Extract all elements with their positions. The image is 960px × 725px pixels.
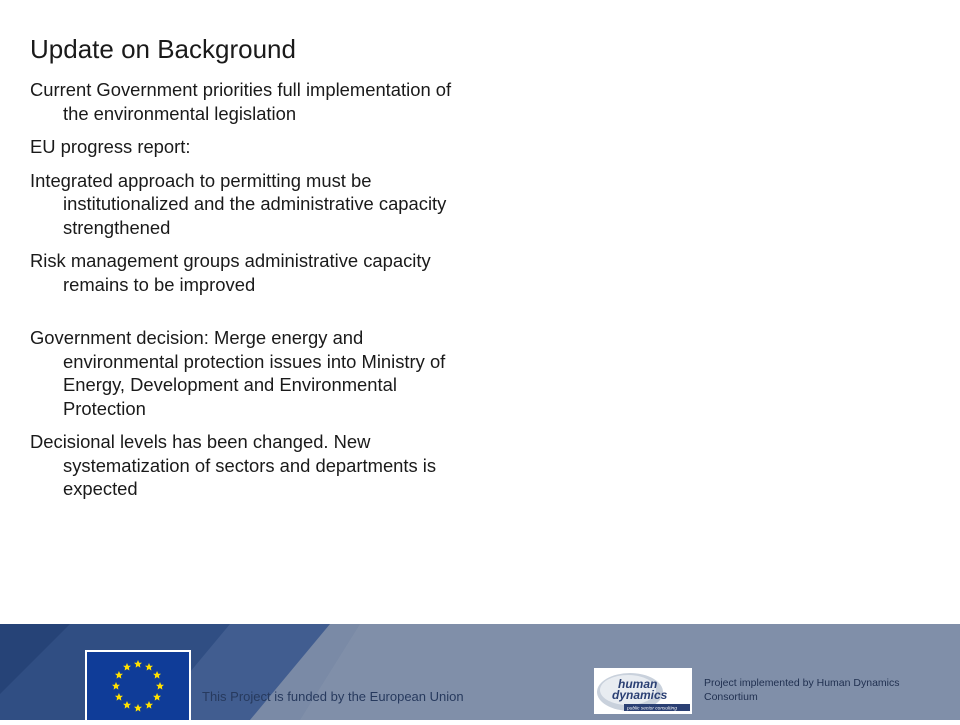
body-paragraph: Government decision: Merge energy and environmental protection issues into Ministry of Energy, Development and Environmental Protection [30, 327, 446, 419]
body-paragraph: Risk management groups administrative capacity remains to be improved [30, 250, 431, 295]
human-dynamics-logo [594, 668, 692, 714]
slide-title: Update on Background [30, 34, 296, 64]
eu-flag-logo [85, 650, 191, 720]
human-dynamics-logo-icon [594, 668, 692, 714]
slide-body [30, 78, 460, 511]
body-paragraph: EU progress report: [30, 136, 191, 157]
body-paragraph: Current Government priorities full implementation of the environmental legislation [30, 79, 452, 124]
svg-text:public sector consulting: public sector consulting [627, 706, 677, 712]
body-paragraph: Integrated approach to permitting must be institutionalized and the administrative capacity strengthened [30, 169, 447, 238]
implemented-by-text: Project implemented by Human Dynamics Consortium [704, 677, 900, 703]
eu-flag-field [87, 652, 189, 720]
svg-text:human: human [618, 677, 658, 691]
eu-stars-icon [87, 652, 189, 720]
funded-by-text: This Project is funded by the European Union [202, 689, 464, 704]
body-paragraph: Decisional levels has been changed. New systematization of sectors and departments is expected [30, 431, 437, 499]
svg-text:dynamics: dynamics [612, 688, 668, 702]
